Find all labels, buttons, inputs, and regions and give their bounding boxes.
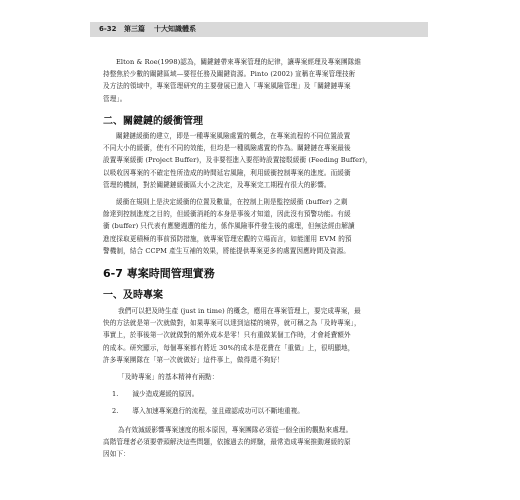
list-item xyxy=(112,388,198,400)
page-number: 6-32 xyxy=(99,25,117,33)
text-line: 的成本。研究顯示，每個專案都有將近 30%的成本是花費在「重做」上，很明顯地， xyxy=(103,343,355,352)
text-line: 因如下： xyxy=(103,450,130,459)
text-line: 關鍵鏈緩衝的建立，即是一種專案風險處置的概念，在專案流程的不同位置設置 xyxy=(116,132,351,140)
part-label: 第三篇 xyxy=(124,25,145,33)
list-number: 2. xyxy=(112,407,119,415)
text-line: 及方法的領域中，專案管理研究的主要發展已進入「專案風險管理」及「關鍵鏈專案 xyxy=(103,82,351,91)
text-line: 管理的機制，對於關鍵鏈緩衝區大小之決定，及專案完工期程有很大的影響。 xyxy=(103,180,331,189)
text-line: Elton & Roe(1998)認為，關鍵鏈帶來專案管理的紀律，讓專案經理及專案團隊維 xyxy=(116,58,362,66)
list-text: 減少造成遲緩的原因。 xyxy=(132,390,199,398)
running-header xyxy=(90,22,428,37)
buffer-paragraph-2 xyxy=(103,196,355,257)
jit-paragraph-1 xyxy=(103,305,361,366)
text-line: 事實上，於事後第一次就做對的額外成本是零！只有重做某個工作時，才會耗費額外 xyxy=(103,331,351,340)
intro-paragraph xyxy=(103,56,362,105)
text-line: 管理」。 xyxy=(103,94,127,103)
text-line: 警機制，結合 CCPM 產生互補的效果，將能提供專案更多的處置因應時間及資源。 xyxy=(103,246,350,255)
text-line: 高階管理者必須要帶頭解決這些問題，依據過去的經驗，最常造成專案推動遲緩的原 xyxy=(103,438,351,447)
text-line: 設置專案緩衝 (Project Buffer)，及非要徑進入要徑時設置接駁緩衝 (Feeding Buffer)， xyxy=(103,156,372,165)
text-line: 餘達到控制進度之目的，但緩衝消耗的本身是事後才知道，因此沒有預警功能。有緩 xyxy=(103,210,351,219)
list-number: 1. xyxy=(112,390,119,398)
text-line: 快的方法就是第一次就做對，如果專案可以達到這樣的境界，就可稱之為「及時專案」， xyxy=(103,319,361,328)
list-text: 導入加速專案進行的流程，並且確認成功可以不斷地重複。 xyxy=(132,407,304,415)
jit-paragraph-3 xyxy=(103,424,353,461)
section-heading-jit: 一、及時專案 xyxy=(103,290,163,301)
chapter-heading: 6-7 專案時間管理實務 xyxy=(103,267,215,280)
text-line: 為有效減緩影響專案速度的根本原因，專案團隊必須從一個全面的觀點來處理。 xyxy=(118,426,353,434)
text-line: 衝 (buffer) 只代表有應變週遭的能力，係作風險事件發生後的處理，但無法經由解讀 xyxy=(103,222,355,231)
part-title: 十大知識體系 xyxy=(154,25,196,33)
text-line: 以吸收因專案的不確定性所造成的時間延宕風險，利用緩衝控制專案的進度。而緩衝 xyxy=(103,168,351,177)
list-item xyxy=(112,405,304,417)
text-line: 進度採取更積極的事前預防措施，就專案管理宏觀的立場而言，如能運用 EVM 的預 xyxy=(103,234,352,243)
text-line: 緩衝在規則上是決定緩衝的位置及數量，在控制上則是監控緩衝 (buffer) 之剩 xyxy=(116,198,348,206)
buffer-paragraph-1 xyxy=(103,130,372,191)
jit-paragraph-2: 「及時專案」的基本精神有兩點： xyxy=(118,373,219,381)
section-heading-buffer: 二、關鍵鏈的緩衝管理 xyxy=(103,116,203,127)
text-line: 我們可以把及時生產 (just in time) 的概念，應用在專案管理上，要完成專案，最 xyxy=(118,307,361,315)
text-line: 持整焦於少數的關鍵區域—要徑任務及關鍵資源。Pinto (2002) 宣稱在專案管理技術 xyxy=(103,70,356,79)
text-line: 許多專案團隊在「第一次就做好」這件事上，做得還不夠好！ xyxy=(103,355,284,364)
text-line: 不同大小的緩衝，使有不同的效能，但均是一種風險處置的作為。關鍵鏈在專案最後 xyxy=(103,144,351,153)
